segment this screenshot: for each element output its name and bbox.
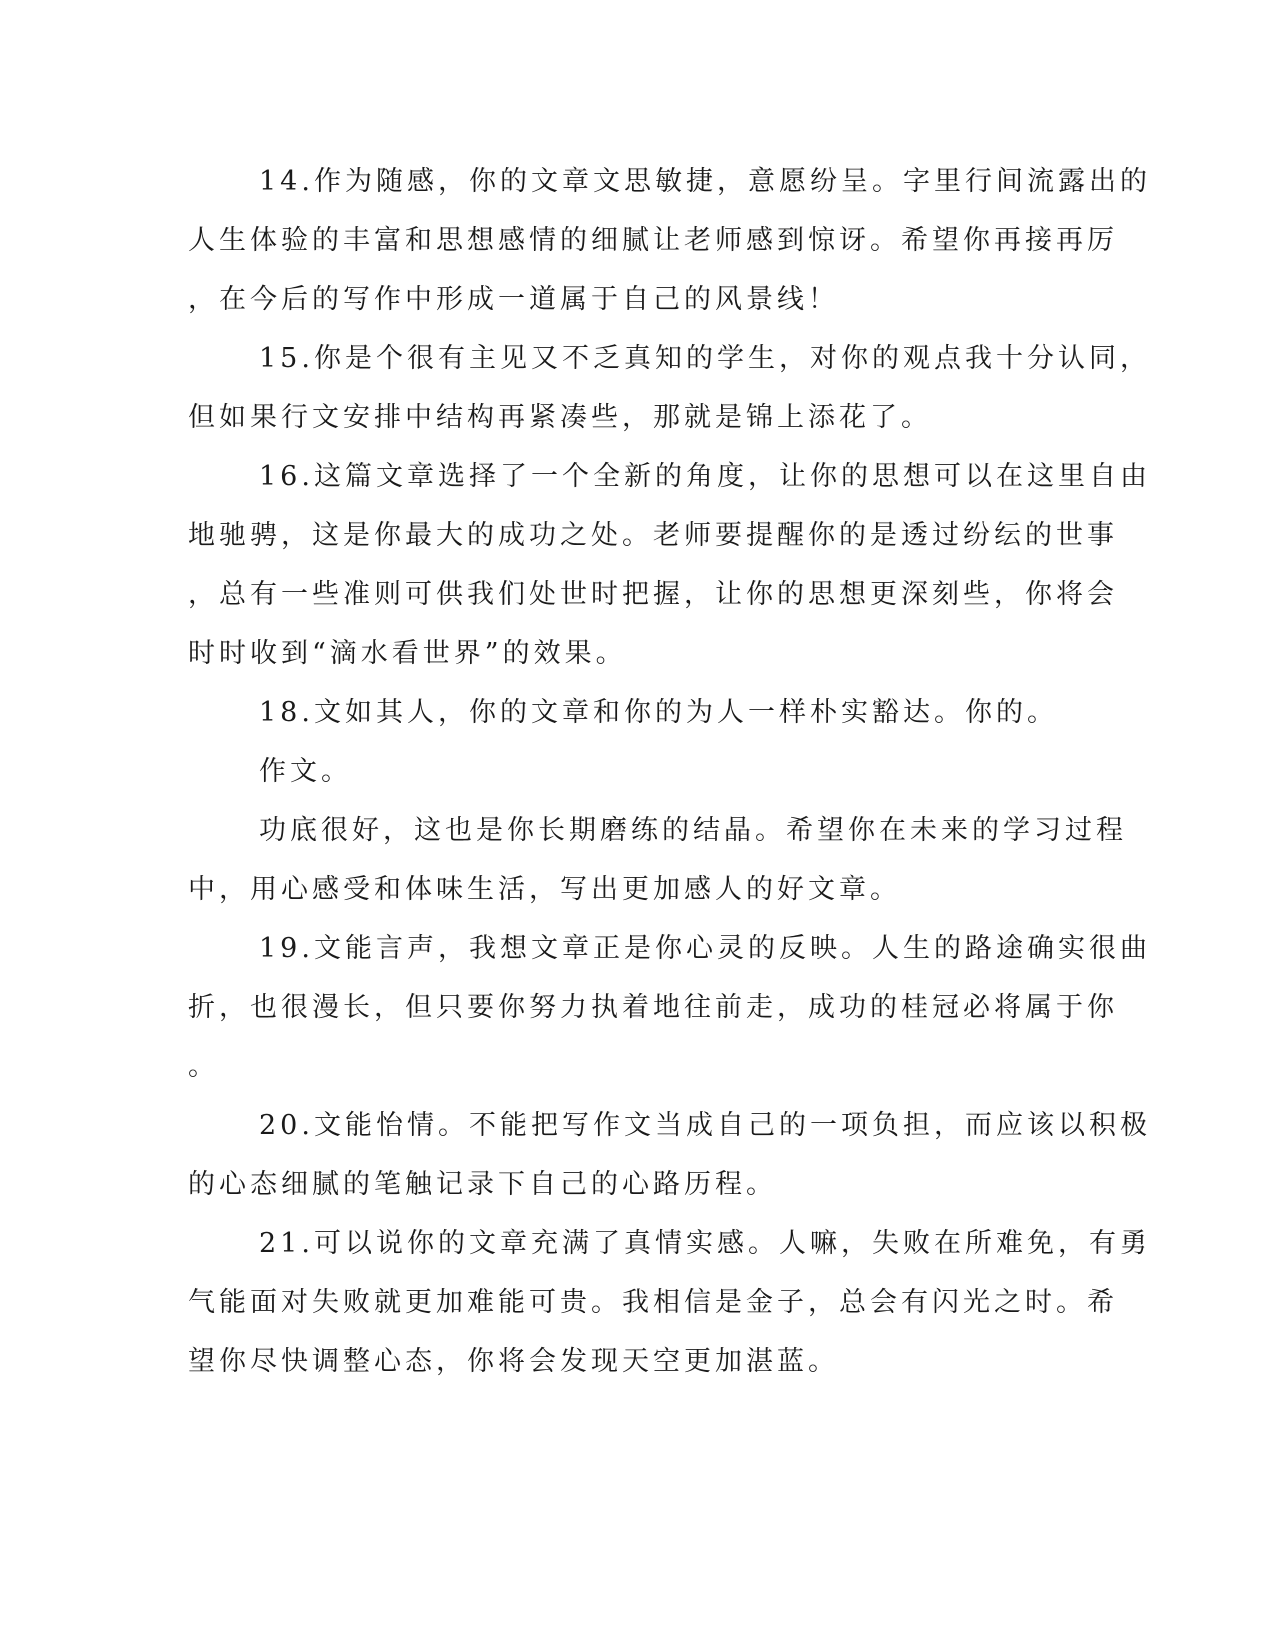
paragraph-20-line-2: 的心态细腻的笔触记录下自己的心路历程。 [188, 1169, 777, 1200]
paragraph-18-line-3: 功底很好，这也是你长期磨练的结晶。希望你在未来的学习过程 [259, 815, 1127, 846]
paragraph-14-line-1: 14.作为随感，你的文章文思敏捷，意愿纷呈。字里行间流露出的 [259, 166, 1151, 197]
paragraph-15-line-1: 15.你是个很有主见又不乏真知的学生，对你的观点我十分认同， [259, 343, 1151, 374]
paragraph-18-line-2: 作文。 [259, 756, 352, 787]
paragraph-16-line-3: ，总有一些准则可供我们处世时把握，让你的思想更深刻些，你将会 [188, 579, 1118, 610]
paragraph-19-line-1: 19.文能言声，我想文章正是你心灵的反映。人生的路途确实很曲 [259, 933, 1151, 964]
paragraph-15-line-2: 但如果行文安排中结构再紧凑些，那就是锦上添花了。 [188, 402, 932, 433]
paragraph-18-line-4: 中，用心感受和体味生活，写出更加感人的好文章。 [188, 874, 901, 905]
paragraph-16-line-1: 16.这篇文章选择了一个全新的角度，让你的思想可以在这里自由 [259, 461, 1151, 492]
paragraph-19-line-3: 。 [188, 1051, 219, 1082]
paragraph-16-line-2: 地驰骋，这是你最大的成功之处。老师要提醒你的是透过纷纭的世事 [188, 520, 1118, 551]
paragraph-21-line-3: 望你尽快调整心态，你将会发现天空更加湛蓝。 [188, 1346, 839, 1377]
paragraph-14-line-2: 人生体验的丰富和思想感情的细腻让老师感到惊讶。希望你再接再厉 [188, 225, 1118, 256]
paragraph-18-line-1: 18.文如其人，你的文章和你的为人一样朴实豁达。你的。 [259, 697, 1058, 728]
paragraph-21-line-2: 气能面对失败就更加难能可贵。我相信是金子，总会有闪光之时。希 [188, 1287, 1118, 1318]
paragraph-20-line-1: 20.文能怡情。不能把写作文当成自己的一项负担，而应该以积极 [259, 1110, 1151, 1141]
paragraph-16-line-4: 时时收到“滴水看世界”的效果。 [188, 638, 627, 669]
paragraph-14-line-3: ，在今后的写作中形成一道属于自己的风景线！ [188, 284, 839, 315]
paragraph-19-line-2: 折，也很漫长，但只要你努力执着地往前走，成功的桂冠必将属于你 [188, 992, 1118, 1023]
paragraph-21-line-1: 21.可以说你的文章充满了真情实感。人嘛，失败在所难免，有勇 [259, 1228, 1151, 1259]
